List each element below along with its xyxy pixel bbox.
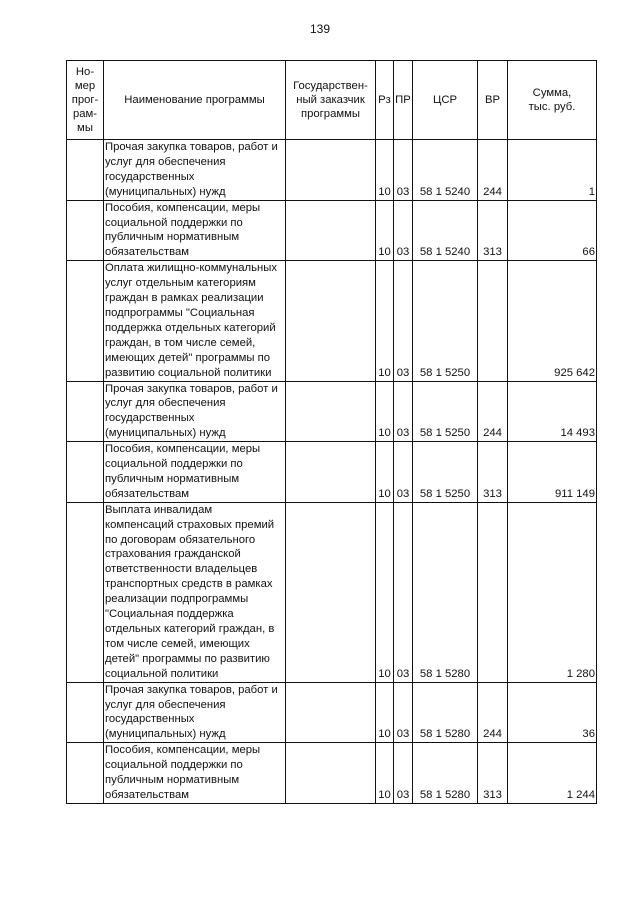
- cell-csr: 58 1 5280: [413, 743, 478, 804]
- page-number: 139: [309, 22, 331, 36]
- table-row: [67, 682, 597, 743]
- cell-pr: 03: [394, 140, 413, 201]
- cell-program-name: Прочая закупка товаров, работ и услуг для обеспечения государственных (муниципальных) нужд: [104, 381, 286, 442]
- cell-program-number: [67, 140, 104, 201]
- cell-rz: 10: [376, 502, 394, 682]
- cell-vr: 313: [478, 442, 508, 503]
- cell-program-name: Пособия, компенсации, меры социальной поддержки по публичным нормативным обязательствам: [104, 200, 286, 261]
- cell-customer: [286, 502, 376, 682]
- cell-program-number: [67, 502, 104, 682]
- cell-vr: 244: [478, 140, 508, 201]
- cell-csr: 58 1 5240: [413, 140, 478, 201]
- header-vr-label: ВР: [484, 94, 501, 106]
- cell-sum: 925 642: [508, 261, 597, 381]
- cell-vr: 244: [478, 381, 508, 442]
- cell-vr: [478, 502, 508, 682]
- cell-sum: 1 280: [508, 502, 597, 682]
- table-row: [67, 502, 597, 682]
- cell-program-number: [67, 261, 104, 381]
- header-customer-label: Государствен- ный заказчик программы: [293, 80, 368, 120]
- header-pr: [394, 61, 413, 140]
- cell-sum: 1 244: [508, 743, 597, 804]
- cell-customer: [286, 200, 376, 261]
- table-header-row: [67, 61, 597, 140]
- cell-pr: 03: [394, 743, 413, 804]
- table-row: [67, 140, 597, 201]
- table-row: [67, 200, 597, 261]
- cell-customer: [286, 682, 376, 743]
- cell-pr: 03: [394, 261, 413, 381]
- cell-customer: [286, 743, 376, 804]
- cell-customer: [286, 140, 376, 201]
- cell-program-number: [67, 442, 104, 503]
- table-row: [67, 261, 597, 381]
- cell-rz: 10: [376, 682, 394, 743]
- header-rz-label: Рз: [378, 94, 391, 106]
- header-program-name: [104, 61, 286, 140]
- header-rz: [376, 61, 394, 140]
- header-vr: [478, 61, 508, 140]
- cell-pr: 03: [394, 442, 413, 503]
- cell-program-name: Пособия, компенсации, меры социальной поддержки по публичным нормативным обязательствам: [104, 743, 286, 804]
- cell-csr: 58 1 5250: [413, 261, 478, 381]
- cell-pr: 03: [394, 381, 413, 442]
- cell-customer: [286, 381, 376, 442]
- cell-program-number: [67, 682, 104, 743]
- cell-vr: 244: [478, 682, 508, 743]
- cell-rz: 10: [376, 200, 394, 261]
- cell-csr: 58 1 5280: [413, 682, 478, 743]
- cell-csr: 58 1 5250: [413, 381, 478, 442]
- cell-rz: 10: [376, 442, 394, 503]
- cell-csr: 58 1 5280: [413, 502, 478, 682]
- cell-program-name: Оплата жилищно-коммунальных услуг отдельным категориям граждан в рамках реализации подпрограммы "Социальная поддержка отдельных категорий граждан, в том числе семей, имеющих детей" программы по развитию социальной политики: [104, 261, 286, 381]
- cell-program-number: [67, 200, 104, 261]
- cell-customer: [286, 442, 376, 503]
- cell-program-name: Прочая закупка товаров, работ и услуг для обеспечения государственных (муниципальных) нужд: [104, 140, 286, 201]
- cell-program-number: [67, 743, 104, 804]
- cell-program-number: [67, 381, 104, 442]
- table-row: [67, 743, 597, 804]
- cell-sum: 14 493: [508, 381, 597, 442]
- header-program-number: [67, 61, 104, 140]
- cell-sum: 911 149: [508, 442, 597, 503]
- cell-sum: 66: [508, 200, 597, 261]
- header-sum: [508, 61, 597, 140]
- cell-program-name: Пособия, компенсации, меры социальной поддержки по публичным нормативным обязательствам: [104, 442, 286, 503]
- cell-pr: 03: [394, 682, 413, 743]
- cell-program-name: Выплата инвалидам компенсаций страховых премий по договорам обязательного страхования гражданской ответственности владельцев транспортных средств в рамках реализации подпрограммы "Социальная поддержка отдельных категорий граждан, в том числе семей, имеющих детей" программы по развитию социальной политики: [104, 502, 286, 682]
- header-csr-label: ЦСР: [432, 94, 458, 106]
- cell-pr: 03: [394, 200, 413, 261]
- cell-rz: 10: [376, 261, 394, 381]
- table-row: [67, 381, 597, 442]
- header-sum-label: Сумма, тыс. руб.: [528, 87, 576, 113]
- cell-csr: 58 1 5240: [413, 200, 478, 261]
- header-pr-label: ПР: [395, 94, 411, 106]
- cell-sum: 36: [508, 682, 597, 743]
- header-program-number-label: Но- мер прог- рам- мы: [71, 66, 99, 134]
- cell-rz: 10: [376, 140, 394, 201]
- cell-sum: 1: [508, 140, 597, 201]
- budget-program-table: [66, 60, 597, 804]
- cell-csr: 58 1 5250: [413, 442, 478, 503]
- header-customer: [286, 61, 376, 140]
- cell-rz: 10: [376, 743, 394, 804]
- cell-rz: 10: [376, 381, 394, 442]
- cell-pr: 03: [394, 502, 413, 682]
- cell-vr: [478, 261, 508, 381]
- header-csr: [413, 61, 478, 140]
- table-row: [67, 442, 597, 503]
- cell-program-name: Прочая закупка товаров, работ и услуг для обеспечения государственных (муниципальных) нужд: [104, 682, 286, 743]
- header-program-name-label: Наименование программы: [124, 94, 265, 106]
- cell-vr: 313: [478, 200, 508, 261]
- cell-vr: 313: [478, 743, 508, 804]
- cell-customer: [286, 261, 376, 381]
